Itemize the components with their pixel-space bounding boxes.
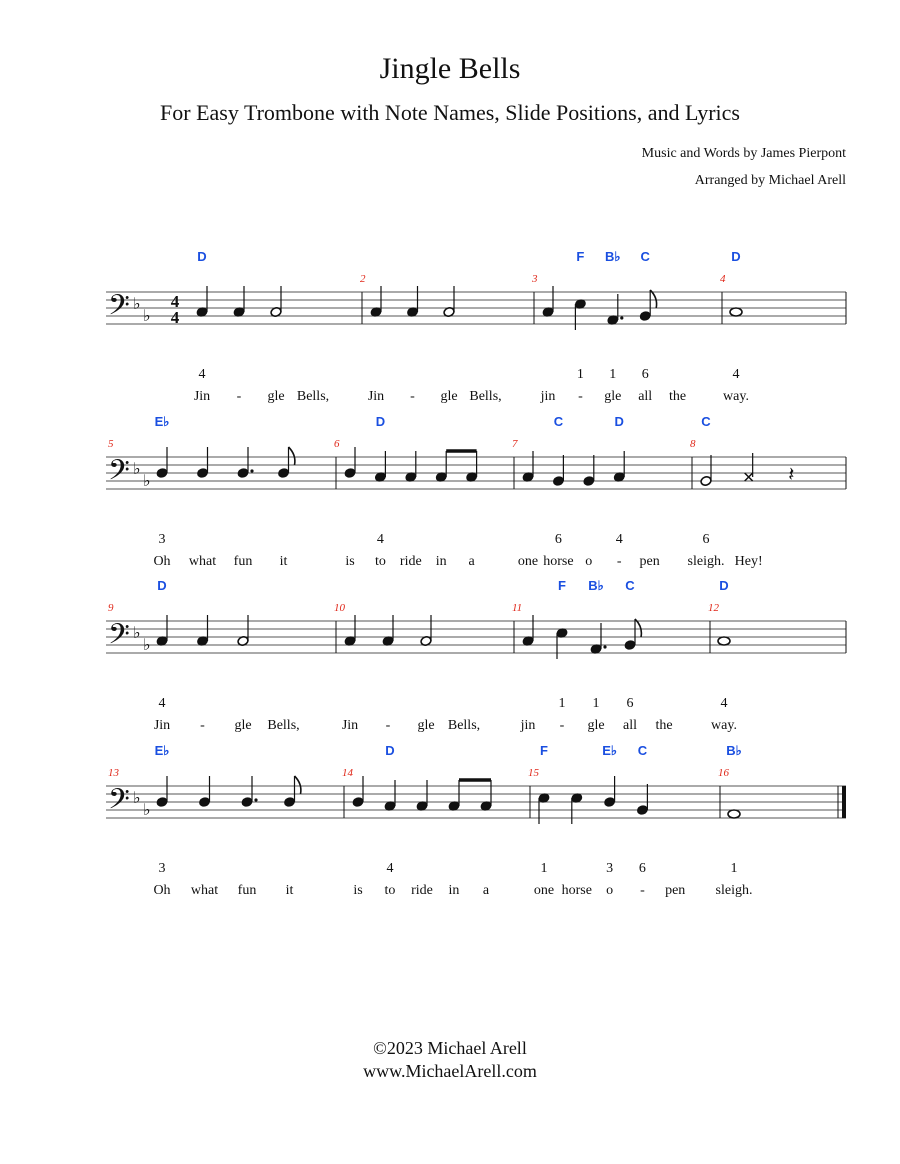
lyric-syllable: gle [604, 389, 622, 404]
lyric-syllable: Jin [367, 389, 385, 404]
page-title: Jingle Bells [379, 52, 521, 85]
slide-position: 6 [554, 532, 562, 547]
composer-credit: Music and Words by James Pierpont [641, 146, 846, 161]
lyric-syllable: to [374, 554, 386, 569]
key-flat-b: ♭ [133, 459, 141, 478]
slide-position: 6 [626, 696, 634, 711]
measure-number: 14 [342, 767, 353, 779]
measure-number: 11 [512, 602, 523, 614]
lyric-syllable: Bells, [267, 718, 300, 733]
lyric-syllable: Oh [153, 883, 171, 898]
lyric-syllable: in [448, 883, 460, 898]
dot [250, 469, 253, 472]
note-name: D [719, 578, 729, 593]
notehead [237, 468, 249, 479]
lyric-syllable: what [190, 883, 219, 898]
key-flat-e: ♭ [143, 306, 151, 325]
notehead [344, 468, 356, 479]
lyric-syllable: all [638, 389, 653, 404]
slide-position: 4 [720, 696, 728, 711]
time-signature-bottom: 4 [170, 308, 180, 327]
lyric-syllable: ride [399, 554, 422, 569]
notehead [198, 797, 210, 808]
lyric-syllable: o [585, 554, 593, 569]
eighth-flag [635, 619, 641, 637]
key-flat-b: ♭ [133, 788, 141, 807]
lyric-syllable: jin [520, 718, 536, 733]
dot [603, 645, 606, 648]
slide-position: 3 [606, 861, 614, 876]
lyric-syllable: - [410, 389, 415, 404]
note-name: F [576, 249, 585, 264]
measure-number: 4 [720, 273, 726, 285]
key-flat-b: ♭ [133, 623, 141, 642]
notehead [730, 308, 742, 316]
lyric-syllable: Hey! [734, 554, 763, 569]
lyric-syllable: what [188, 554, 217, 569]
lyric-syllable: - [559, 718, 565, 733]
lyric-syllable: Jin [153, 718, 171, 733]
slide-position: 6 [638, 861, 646, 876]
slide-position: 4 [198, 367, 206, 382]
notehead [636, 805, 648, 816]
bass-clef-icon: 𝄢 [108, 454, 130, 494]
time-signature-top: 4 [170, 292, 180, 311]
notehead [277, 468, 289, 479]
measure-number: 9 [108, 602, 114, 614]
notehead [241, 797, 253, 808]
lyric-syllable: gle [267, 389, 285, 404]
lyric-syllable: a [482, 883, 490, 898]
lyric-syllable: is [353, 883, 363, 898]
lyric-syllable: a [468, 554, 475, 569]
measure-number: 8 [690, 438, 696, 450]
slide-position: 1 [558, 696, 566, 711]
notehead [718, 637, 730, 645]
lyric-syllable: Jin [341, 718, 359, 733]
note-name: E♭ [154, 743, 170, 758]
lyric-syllable: gle [234, 718, 252, 733]
key-flat-e: ♭ [143, 635, 151, 654]
note-name: C [625, 578, 635, 593]
key-flat-e: ♭ [143, 800, 151, 819]
notehead [156, 797, 168, 808]
eighth-flag [289, 447, 295, 465]
lyric-syllable: sleigh. [687, 554, 725, 569]
lyric-syllable: one [517, 554, 539, 569]
lyric-syllable: horse [561, 883, 592, 898]
measure-number: 10 [334, 602, 345, 614]
measure-number: 13 [108, 767, 119, 779]
lyric-syllable: - [200, 718, 205, 733]
measure-number: 5 [108, 438, 114, 450]
bass-clef-icon: 𝄢 [108, 289, 130, 329]
bass-clef-icon: 𝄢 [108, 618, 130, 658]
lyric-syllable: gle [440, 389, 458, 404]
measure-number: 7 [512, 438, 518, 450]
arranger-credit: Arranged by Michael Arell [694, 173, 846, 188]
lyric-syllable: gle [587, 718, 605, 733]
notehead [728, 810, 740, 818]
lyric-syllable: way. [723, 389, 749, 404]
key-flat-e: ♭ [143, 471, 151, 490]
key-flat-b: ♭ [133, 294, 141, 313]
note-name: D [385, 743, 395, 758]
notehead [352, 797, 364, 808]
x-notehead [745, 473, 753, 481]
measure-number: 6 [334, 438, 340, 450]
note-name: B♭ [605, 249, 621, 264]
lyric-syllable: fun [233, 554, 253, 569]
page-subtitle: For Easy Trombone with Note Names, Slide Positions, and Lyrics [160, 100, 740, 125]
note-name: D [375, 414, 386, 429]
note-name: F [540, 743, 548, 758]
lyric-syllable: Bells, [447, 718, 481, 733]
lyric-syllable: gle [417, 718, 435, 733]
lyric-syllable: Oh [153, 554, 171, 569]
quarter-rest-icon: 𝄽 [788, 462, 795, 486]
lyric-syllable: ride [411, 883, 433, 898]
notehead [583, 476, 595, 487]
measure-number: 3 [532, 273, 538, 285]
slide-position: 1 [730, 861, 738, 876]
lyric-syllable: Jin [193, 389, 211, 404]
eighth-flag [650, 290, 656, 308]
measure-number: 16 [718, 767, 729, 779]
notehead [552, 476, 564, 487]
website-link[interactable]: www.MichaelArell.com [363, 1061, 537, 1081]
lyric-syllable: it [279, 554, 288, 569]
lyric-syllable: one [533, 883, 555, 898]
lyric-syllable: all [623, 718, 637, 733]
note-name: D [614, 414, 624, 429]
slide-position: 6 [641, 367, 649, 382]
slide-position: 1 [592, 696, 600, 711]
copyright-text: ©2023 Michael Arell [373, 1038, 527, 1058]
notehead [196, 468, 208, 479]
lyric-syllable: is [345, 554, 355, 569]
slide-position: 4 [732, 367, 740, 382]
lyric-syllable: the [655, 718, 673, 733]
note-name: E♭ [154, 414, 170, 429]
slide-position: 4 [376, 532, 384, 547]
measure-number: 15 [528, 767, 539, 779]
slide-position: 4 [158, 696, 166, 711]
lyric-syllable: Bells, [469, 389, 502, 404]
dot [620, 316, 623, 319]
lyric-syllable: fun [237, 883, 257, 898]
note-name: B♭ [588, 578, 604, 593]
measure-number: 2 [360, 273, 366, 285]
note-name: C [553, 414, 564, 429]
lyric-syllable: way. [711, 718, 737, 733]
slide-position: 3 [158, 532, 166, 547]
note-name: F [558, 578, 566, 593]
lyric-syllable: horse [543, 554, 574, 569]
slide-position: 4 [615, 532, 623, 547]
note-name: D [197, 249, 207, 264]
slide-position: 3 [158, 861, 166, 876]
lyric-syllable: - [236, 389, 242, 404]
notehead [700, 476, 712, 487]
slide-position: 1 [540, 861, 548, 876]
lyric-syllable: sleigh. [715, 883, 753, 898]
lyric-syllable: it [285, 883, 294, 898]
note-name: C [701, 414, 711, 429]
measure-number: 12 [708, 602, 719, 614]
lyric-syllable: in [435, 554, 447, 569]
notehead [639, 311, 651, 322]
note-name: D [157, 578, 167, 593]
note-name: C [640, 249, 650, 264]
notehead [156, 468, 168, 479]
lyric-syllable: o [606, 883, 614, 898]
slide-position: 1 [576, 367, 584, 382]
lyric-syllable: jin [540, 389, 556, 404]
lyric-syllable: the [669, 389, 687, 404]
slide-position: 6 [702, 532, 710, 547]
bass-clef-icon: 𝄢 [108, 783, 130, 823]
final-barline-thick [842, 786, 846, 818]
slide-position: 1 [609, 367, 617, 382]
lyric-syllable: pen [665, 883, 686, 898]
lyric-syllable: - [385, 718, 391, 733]
dot [254, 798, 257, 801]
lyric-syllable: - [616, 554, 622, 569]
lyric-syllable: to [384, 883, 396, 898]
notehead [283, 797, 295, 808]
note-name: E♭ [602, 743, 618, 758]
notehead [604, 797, 616, 808]
note-name: B♭ [726, 743, 742, 758]
note-name: C [637, 743, 648, 758]
slide-position: 4 [386, 861, 394, 876]
notehead [624, 640, 636, 651]
lyric-syllable: pen [639, 554, 660, 569]
lyric-syllable: - [640, 883, 645, 898]
lyric-syllable: Bells, [296, 389, 330, 404]
eighth-flag [295, 776, 301, 794]
lyric-syllable: - [578, 389, 583, 404]
note-name: D [731, 249, 741, 264]
